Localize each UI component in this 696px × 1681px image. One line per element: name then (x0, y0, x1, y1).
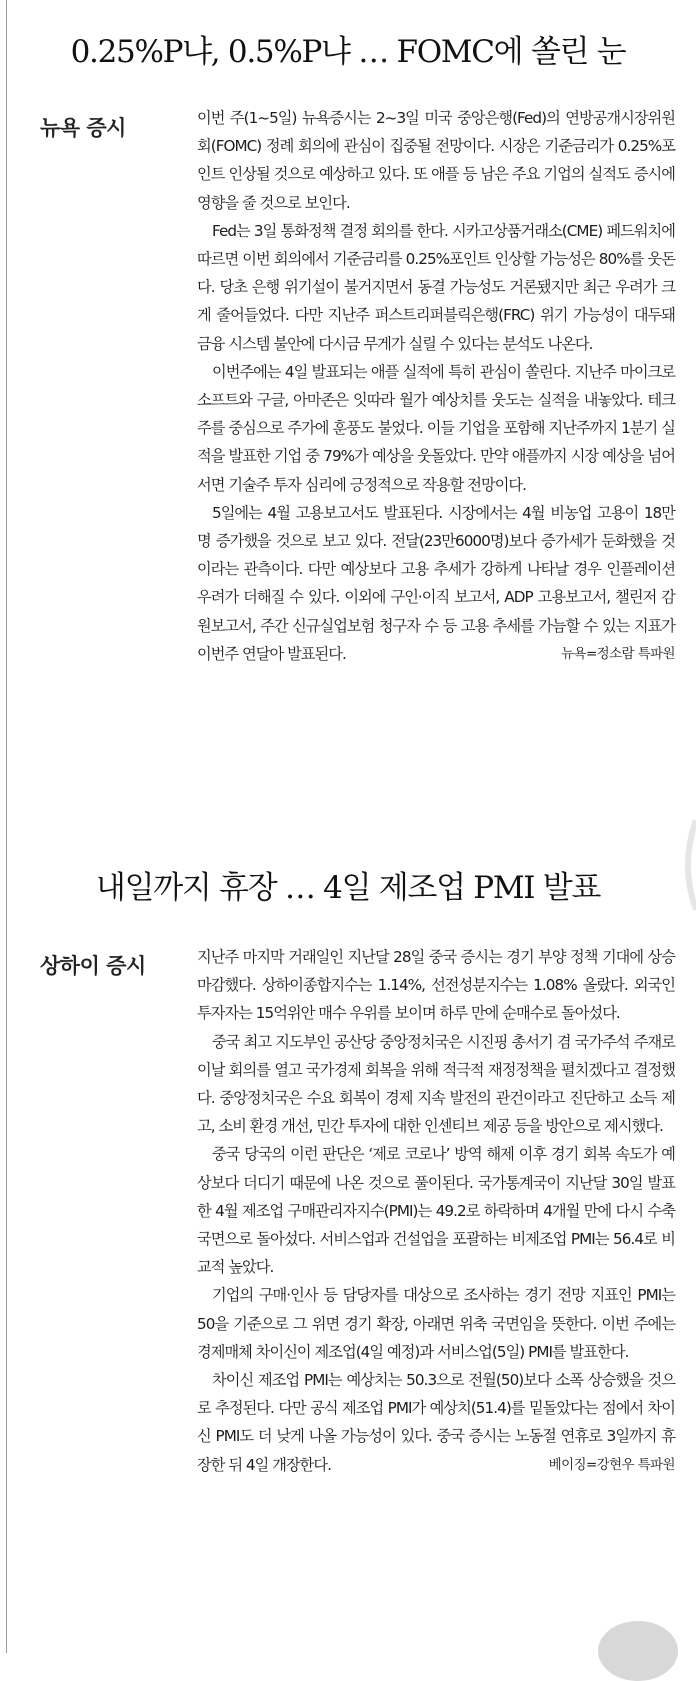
article2-section-label: 상하이 증시 (40, 954, 146, 978)
article1-section-label: 뉴욕 증시 (40, 116, 126, 140)
article1-paragraph-1: 이번 주(1~5일) 뉴욕증시는 2~3일 미국 중앙은행(Fed)의 연방공개시장위원회(FOMC) 정례 회의에 관심이 집중될 전망이다. 시장은 기준금리가 0.25%포인트 인상될 것으로 예상하고 있다. 또 애플 등 남은 주요 기업의 실적도 증시에 영향을 줄 것으로 보인다. (197, 109, 675, 212)
article1-paragraph-4 (197, 499, 675, 668)
article1-paragraph-3: 이번주에는 4일 발표되는 애플 실적에 특히 관심이 쏠린다. 지난주 마이크로소프트와 구글, 아마존은 잇따라 월가 예상치를 웃도는 실적을 내놓았다. 테크주를 중심으로 주가에 훈풍도 불었다. 이들 기업을 포함해 지난주까지 1분기 실적을 발표한 기업 중 79%가 예상을 웃돌았다. 만약 애플까지 시장 예상을 넘어서면 기술주 투자 심리에 긍정적으로 작용할 전망이다. (197, 362, 675, 494)
article1-paragraph-2: Fed는 3일 통화정책 결정 회의를 한다. 시카고상품거래소(CME) 페드워치에 따르면 이번 회의에서 기준금리를 0.25%포인트 인상할 가능성은 80%를 웃돈다. 당초 은행 위기설이 불거지면서 동결 가능성도 거론됐지만 최근 우려가 크게 줄어들었다. 다만 지난주 퍼스트리퍼블릭은행(FRC) 위기 가능성이 대두돼 금융 시스템 불안에 다시금 무게가 실릴 수 있다는 분석도 나온다. (197, 221, 675, 353)
article2-paragraph-2: 중국 최고 지도부인 공산당 중앙정치국은 시진핑 총서기 겸 국가주석 주재로 이날 회의를 열고 국가경제 회복을 위해 적극적 재정정책을 펼치겠다고 결정했다. 중앙정치국은 수요 회복이 경제 지속 발전의 관건이라고 진단하고 소득 제고, 소비 환경 개선, 민간 투자에 대한 인센티브 제공 등을 방안으로 제시했다. (197, 1032, 675, 1136)
article1-byline: 뉴욕=정소람 특파원 (561, 645, 675, 662)
left-column-rule (6, 0, 7, 1653)
article1-body (197, 104, 675, 668)
article1-headline: 0.25%P냐, 0.5%P냐 … FOMC에 쏠린 눈 (70, 34, 626, 70)
article2-paragraph-4: 기업의 구매·인사 등 담당자를 대상으로 조사하는 경기 전망 지표인 PMI는 50을 기준으로 그 위면 경기 확장, 아래면 위축 국면임을 뜻한다. 이번 주에는 경제매체 차이신이 제조업(4일 예정)과 서비스업(5일) PMI를 발표한다. (197, 1286, 675, 1361)
article2-headline: 내일까지 휴장 … 4일 제조업 PMI 발표 (95, 870, 601, 906)
article2-paragraph-1: 지난주 마지막 거래일인 지난달 28일 중국 증시는 경기 부양 정책 기대에 상승 마감했다. 상하이종합지수는 1.14%, 선전성분지수는 1.08% 올랐다. 외국인 투자자는 15억위안 매수 우위를 보이며 하루 만에 순매수로 돌아섰다. (197, 948, 675, 1023)
article2-body (197, 943, 675, 1479)
article1-paragraph-4-text: 5일에는 4월 고용보고서도 발표된다. 시장에서는 4월 비농업 고용이 18만 명 증가했을 것으로 보고 있다. 전달(23만6000명)보다 증가세가 둔화했을 것이라는 관측이다. 다만 예상보다 고용 추세가 강하게 나타날 경우 인플레이션 우려가 더해질 수 있다. 이외에 구인·이직 보고서, ADP 고용보고서, 챌린저 감원보고서, 주간 신규실업보험 청구자 수 등 고용 추세를 가늠할 수 있는 지표가 이번주 연달아 발표된다. (197, 503, 675, 663)
article2-paragraph-5 (197, 1366, 675, 1479)
article2-byline: 베이징=강현우 특파원 (548, 1456, 675, 1473)
article2-paragraph-5-text: 차이신 제조업 PMI는 예상치는 50.3으로 전월(50)보다 소폭 상승했을 것으로 추정된다. 다만 공식 제조업 PMI가 예상치(51.4)를 밑돌았다는 점에서 차이신 PMI도 더 낮게 나올 가능성이 있다. 중국 증시는 노동절 연휴로 3일까지 휴장한 뒤 4일 개장한다. (197, 1371, 675, 1474)
article2-paragraph-3: 중국 당국의 이런 판단은 ‘제로 코로나’ 방역 해제 이후 경기 회복 속도가 예상보다 더디기 때문에 나온 것으로 풀이된다. 국가통계국이 지난달 30일 발표한 4월 제조업 구매관리자지수(PMI)는 49.2로 하락하며 4개월 만에 다시 수축 국면으로 돌아섰다. 서비스업과 건설업을 포괄하는 비제조업 PMI는 56.4로 비교적 높았다. (197, 1145, 675, 1277)
decorative-corner-shape (598, 1621, 678, 1681)
